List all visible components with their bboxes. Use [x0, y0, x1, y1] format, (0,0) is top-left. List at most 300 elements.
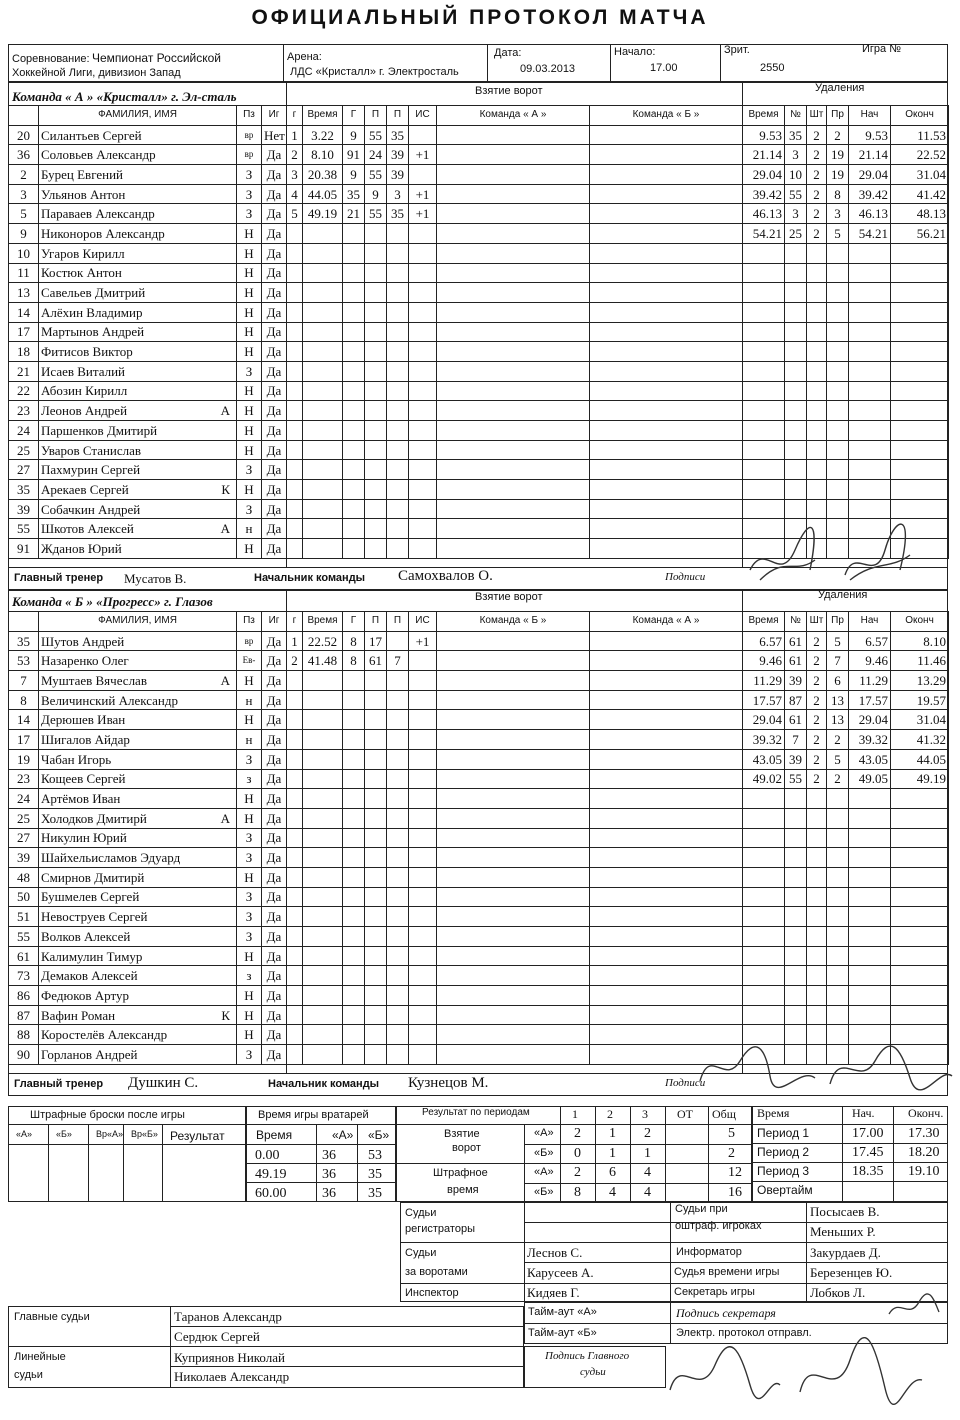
player-name — [39, 322, 237, 342]
goal-status — [409, 1045, 437, 1065]
player-name-text: Муштаев Вячеслав — [41, 672, 147, 688]
player-position: Н — [237, 986, 262, 1006]
shootout-col-header: Вр«А» — [96, 1129, 124, 1139]
penalty-time: 17.57 — [743, 690, 785, 710]
goal-g — [287, 224, 303, 244]
onice-cell — [590, 519, 743, 539]
goal-status: +1 — [409, 631, 437, 651]
onice-cell — [437, 710, 590, 730]
penalty-min — [807, 1005, 827, 1025]
goal-a2 — [387, 519, 409, 539]
penalty-reason: 2 — [827, 125, 849, 145]
player-role: К — [221, 1007, 230, 1023]
player-played: Да — [262, 966, 287, 986]
goal-row — [287, 480, 743, 500]
goal-goal — [343, 690, 365, 710]
goal-g — [287, 927, 303, 947]
penalty-end — [891, 887, 949, 907]
penbox-judge-1: Посысаев В. — [810, 1204, 880, 1219]
player-number: 88 — [9, 1025, 39, 1045]
onice-cell — [437, 1005, 590, 1025]
penalty-reason — [827, 322, 849, 342]
player-number: 90 — [9, 1045, 39, 1065]
penalty-num — [785, 480, 807, 500]
roster-header — [9, 106, 287, 126]
goal-time — [303, 710, 343, 730]
player-row — [9, 1045, 287, 1065]
penalty-start: 46.13 — [849, 204, 891, 224]
onice-cell — [437, 381, 590, 401]
goal-row — [287, 204, 743, 224]
goal-time: 3.22 — [303, 125, 343, 145]
goal-goal — [343, 401, 365, 421]
player-name — [39, 848, 237, 868]
goal-row — [287, 381, 743, 401]
penalty-time — [743, 986, 785, 1006]
onice-cell — [437, 986, 590, 1006]
penalty-reason — [827, 263, 849, 283]
player-played: Да — [262, 946, 287, 966]
pen-end-header: Оконч — [891, 106, 949, 126]
onice-cell — [437, 789, 590, 809]
goal-judge-2: Карусеев А. — [527, 1265, 594, 1280]
penalty-end — [891, 986, 949, 1006]
goal-a1 — [365, 690, 387, 710]
player-row — [9, 671, 287, 691]
goal-a2 — [387, 789, 409, 809]
arena-value: ЛДС «Кристалл» г. Электросталь — [290, 66, 459, 78]
goal-status — [409, 125, 437, 145]
e-protocol-label: Электр. протокол отправл. — [676, 1327, 812, 1339]
penalty-min — [807, 986, 827, 1006]
secretary-name: Лобков Л. — [810, 1285, 866, 1300]
player-position: З — [237, 907, 262, 927]
penalty-num — [785, 927, 807, 947]
player-number: 19 — [9, 749, 39, 769]
team-b-manager-label: Начальник команды — [268, 1078, 380, 1090]
onice-cell — [437, 184, 590, 204]
penalty-num: 55 — [785, 769, 807, 789]
player-number: 27 — [9, 828, 39, 848]
player-position: З — [237, 361, 262, 381]
team-a-signatures — [725, 500, 925, 595]
goal-a1 — [365, 1025, 387, 1045]
status-header: ИС — [409, 106, 437, 126]
goal-goal — [343, 848, 365, 868]
penalty-end — [891, 480, 949, 500]
goal-status — [409, 302, 437, 322]
head-ref-1: Таранов Александр — [174, 1309, 282, 1324]
time-row-divider — [752, 1124, 948, 1125]
player-name — [39, 125, 237, 145]
goal-g — [287, 690, 303, 710]
period-value: 2 — [728, 1146, 735, 1161]
onice-cell — [437, 263, 590, 283]
onice-cell — [437, 671, 590, 691]
penalty-reason — [827, 302, 849, 322]
goalie-time-cell: 53 — [368, 1148, 382, 1163]
onice-cell — [590, 710, 743, 730]
penalty-row — [743, 1005, 949, 1025]
onice-cell — [590, 440, 743, 460]
goalie-col-header: Время — [256, 1128, 293, 1142]
penalty-num: 7 — [785, 730, 807, 750]
goal-g: 2 — [287, 145, 303, 165]
penalty-time — [743, 808, 785, 828]
goal-a2 — [387, 480, 409, 500]
goal-a2 — [387, 848, 409, 868]
penalty-end — [891, 440, 949, 460]
player-played: Да — [262, 1045, 287, 1065]
player-row — [9, 808, 287, 828]
penalty-num — [785, 243, 807, 263]
player-number: 39 — [9, 848, 39, 868]
player-number: 24 — [9, 421, 39, 441]
penalty-reason — [827, 887, 849, 907]
player-number: 18 — [9, 342, 39, 362]
onice-cell — [590, 243, 743, 263]
timekeeper-name: Березенцев Ю. — [810, 1265, 893, 1280]
goalie-time-title: Время игры вратарей — [258, 1109, 369, 1121]
goal-g — [287, 907, 303, 927]
assist1-header: П — [365, 612, 387, 632]
goal-a2: 3 — [387, 184, 409, 204]
penalty-row — [743, 907, 949, 927]
penalty-time — [743, 381, 785, 401]
player-played: Да — [262, 828, 287, 848]
penalty-num — [785, 342, 807, 362]
player-position: Н — [237, 401, 262, 421]
player-name-text: Невоструев Сергей — [41, 909, 148, 925]
player-row — [9, 789, 287, 809]
penalty-end — [891, 808, 949, 828]
penalty-time: 49.02 — [743, 769, 785, 789]
penalty-end — [891, 946, 949, 966]
goal-g — [287, 1045, 303, 1065]
penalty-min — [807, 887, 827, 907]
player-name — [39, 671, 237, 691]
goal-g — [287, 381, 303, 401]
player-name-text: Савельев Дмитрий — [41, 285, 146, 301]
goal-g — [287, 539, 303, 559]
time-cell: Период 1 — [757, 1126, 810, 1140]
player-number: 50 — [9, 887, 39, 907]
penalty-min: 2 — [807, 651, 827, 671]
goal-status — [409, 401, 437, 421]
player-name — [39, 1005, 237, 1025]
penalty-start — [849, 421, 891, 441]
penalty-reason — [827, 480, 849, 500]
penalty-end — [891, 460, 949, 480]
goal-row — [287, 224, 743, 244]
period-value: 8 — [574, 1185, 581, 1200]
penalty-time — [743, 828, 785, 848]
penalty-reason: 5 — [827, 631, 849, 651]
goal-a1 — [365, 401, 387, 421]
pen-min-header: Шт — [807, 106, 827, 126]
goal-time — [303, 789, 343, 809]
penalty-start: 29.04 — [849, 710, 891, 730]
team-a-title: Команда « А » «Кристалл» г. Эл-сталь — [12, 89, 237, 104]
period-team-tag: «А» — [534, 1127, 554, 1139]
penalty-num — [785, 986, 807, 1006]
goal-row — [287, 828, 743, 848]
player-row — [9, 907, 287, 927]
player-played: Да — [262, 243, 287, 263]
penalty-start: 17.57 — [849, 690, 891, 710]
goal-goal — [343, 460, 365, 480]
penalty-num — [785, 867, 807, 887]
onice-cell — [437, 749, 590, 769]
goal-time-header: Время — [303, 106, 343, 126]
penalty-num: 55 — [785, 184, 807, 204]
goal-row — [287, 907, 743, 927]
goalie-time-cell: 60.00 — [255, 1186, 287, 1201]
page-title: ОФИЦИАЛЬНЫЙ ПРОТОКОЛ МАТЧА — [251, 6, 709, 29]
goal-judge-1: Леснов С. — [527, 1245, 583, 1260]
goal-status — [409, 460, 437, 480]
goal-a2 — [387, 730, 409, 750]
goal-a2 — [387, 927, 409, 947]
goal-time — [303, 322, 343, 342]
onice-cell — [437, 519, 590, 539]
goal-row — [287, 867, 743, 887]
period-col-divider — [708, 1106, 709, 1202]
goal-row — [287, 499, 743, 519]
penalty-end — [891, 243, 949, 263]
goal-a1 — [365, 283, 387, 303]
onice-cell — [590, 165, 743, 185]
penalty-reason — [827, 867, 849, 887]
onice-cell — [590, 145, 743, 165]
goal-a1 — [365, 1045, 387, 1065]
player-row — [9, 848, 287, 868]
player-number: 8 — [9, 690, 39, 710]
onice-cell — [590, 671, 743, 691]
penalty-num — [785, 887, 807, 907]
goal-a1 — [365, 480, 387, 500]
onice-cell — [437, 243, 590, 263]
pen-end-header: Оконч — [891, 612, 949, 632]
player-row — [9, 421, 287, 441]
goal-goal — [343, 322, 365, 342]
onice-cell — [590, 848, 743, 868]
penalty-row — [743, 440, 949, 460]
time-col-divider — [842, 1106, 843, 1202]
timeout-b-label: Тайм-аут «Б» — [528, 1327, 597, 1339]
penalty-num — [785, 283, 807, 303]
goal-a2 — [387, 224, 409, 244]
goal-g — [287, 519, 303, 539]
player-row — [9, 690, 287, 710]
player-name-text: Величинский Александр — [41, 692, 178, 708]
goal-a1 — [365, 848, 387, 868]
penalty-row — [743, 966, 949, 986]
goal-g — [287, 848, 303, 868]
player-name-text: Федюков Артур — [41, 987, 129, 1003]
start-value: 17.00 — [650, 62, 678, 74]
goal-a1 — [365, 887, 387, 907]
date-label: Дата: — [494, 47, 522, 59]
player-row — [9, 460, 287, 480]
goal-a1 — [365, 243, 387, 263]
player-position: Н — [237, 224, 262, 244]
penalty-end — [891, 907, 949, 927]
penalty-end: 41.32 — [891, 730, 949, 750]
player-played: Да — [262, 631, 287, 651]
goal-goal — [343, 887, 365, 907]
onice-cell — [590, 263, 743, 283]
goalie-time-cell: 36 — [322, 1167, 336, 1182]
onice-cell — [437, 480, 590, 500]
penalty-time: 9.46 — [743, 651, 785, 671]
goal-row — [287, 125, 743, 145]
goal-goal — [343, 907, 365, 927]
pen-reason-header: Пр — [827, 106, 849, 126]
player-name-text: Уваров Станислав — [41, 442, 142, 458]
onice-a-header: Команда « А » — [437, 106, 590, 126]
penalty-row — [743, 204, 949, 224]
player-name — [39, 145, 237, 165]
goal-g — [287, 730, 303, 750]
goal-row — [287, 401, 743, 421]
goal-status — [409, 671, 437, 691]
goal-a2 — [387, 671, 409, 691]
onice-cell — [590, 204, 743, 224]
goal-a1: 55 — [365, 165, 387, 185]
goalie-row-divider — [246, 1182, 396, 1183]
goal-a2 — [387, 401, 409, 421]
penalty-start — [849, 789, 891, 809]
player-row — [9, 184, 287, 204]
goal-g — [287, 283, 303, 303]
player-position: Н — [237, 946, 262, 966]
goal-a2 — [387, 1045, 409, 1065]
player-number: 24 — [9, 789, 39, 809]
player-name — [39, 986, 237, 1006]
player-name-text: Горланов Андрей — [41, 1046, 138, 1062]
player-position: н — [237, 519, 262, 539]
goal-time — [303, 539, 343, 559]
goalie-time-cell: 35 — [368, 1167, 382, 1182]
penalty-time — [743, 907, 785, 927]
player-number: 14 — [9, 710, 39, 730]
time-col-header: Время — [757, 1106, 790, 1120]
penalty-start: 9.46 — [849, 651, 891, 671]
penalty-start: 43.05 — [849, 749, 891, 769]
penalty-num: 3 — [785, 204, 807, 224]
goal-row — [287, 671, 743, 691]
goal-goal — [343, 224, 365, 244]
played-header: Иг — [262, 612, 287, 632]
goalie-time-cell: 35 — [368, 1186, 382, 1201]
penalty-end — [891, 421, 949, 441]
head-ref-2: Сердюк Сергей — [174, 1329, 260, 1344]
goal-goal — [343, 480, 365, 500]
player-name — [39, 440, 237, 460]
onice-cell — [590, 401, 743, 421]
penalty-start — [849, 480, 891, 500]
goal-row — [287, 243, 743, 263]
penalty-min: 2 — [807, 631, 827, 651]
penalty-time — [743, 460, 785, 480]
player-position: З — [237, 499, 262, 519]
goal-goal — [343, 867, 365, 887]
penalty-row — [743, 342, 949, 362]
player-name-text: Шигалов Айдар — [41, 731, 130, 747]
penalty-end: 8.10 — [891, 631, 949, 651]
onice-cell — [590, 966, 743, 986]
goalie-time-cell: 36 — [322, 1186, 336, 1201]
goal-g — [287, 421, 303, 441]
player-number: 2 — [9, 165, 39, 185]
penalty-end — [891, 322, 949, 342]
penalty-min: 2 — [807, 224, 827, 244]
penbox-label-1: Судьи при — [675, 1203, 728, 1215]
penalty-end — [891, 966, 949, 986]
goal-status: +1 — [409, 204, 437, 224]
penalty-reason — [827, 1005, 849, 1025]
player-number: 22 — [9, 381, 39, 401]
player-row — [9, 499, 287, 519]
goal-goal — [343, 499, 365, 519]
penalty-row — [743, 283, 949, 303]
player-name — [39, 184, 237, 204]
penalty-start: 6.57 — [849, 631, 891, 651]
secretary-signature — [884, 1292, 944, 1322]
onice-cell — [590, 927, 743, 947]
penalty-start — [849, 927, 891, 947]
goal-status — [409, 848, 437, 868]
player-position: з — [237, 769, 262, 789]
player-played: Да — [262, 165, 287, 185]
player-number: 17 — [9, 322, 39, 342]
player-name — [39, 651, 237, 671]
player-number: 21 — [9, 361, 39, 381]
player-position: Н — [237, 1005, 262, 1025]
goal-time — [303, 342, 343, 362]
goal-row — [287, 263, 743, 283]
penalty-reason — [827, 381, 849, 401]
penalty-row — [743, 460, 949, 480]
goal-g — [287, 243, 303, 263]
period-value: 12 — [728, 1165, 742, 1180]
goal-a2 — [387, 749, 409, 769]
player-played: Нет — [262, 125, 287, 145]
player-played: Да — [262, 519, 287, 539]
player-row — [9, 828, 287, 848]
team-b-penalties-table — [742, 611, 949, 1065]
goal-row — [287, 690, 743, 710]
player-name — [39, 907, 237, 927]
player-row — [9, 1025, 287, 1045]
penalty-end — [891, 789, 949, 809]
penalty-start: 9.53 — [849, 125, 891, 145]
goal-goal — [343, 342, 365, 362]
periods-title: Результат по периодам — [422, 1107, 530, 1118]
player-played: Да — [262, 421, 287, 441]
penalty-min — [807, 421, 827, 441]
player-number: 14 — [9, 302, 39, 322]
goal-time — [303, 440, 343, 460]
goal-row — [287, 342, 743, 362]
shootout-col-divider — [123, 1124, 124, 1202]
onice-cell — [437, 401, 590, 421]
player-position: Н — [237, 322, 262, 342]
player-row — [9, 381, 287, 401]
goal-row — [287, 808, 743, 828]
penalty-end — [891, 848, 949, 868]
